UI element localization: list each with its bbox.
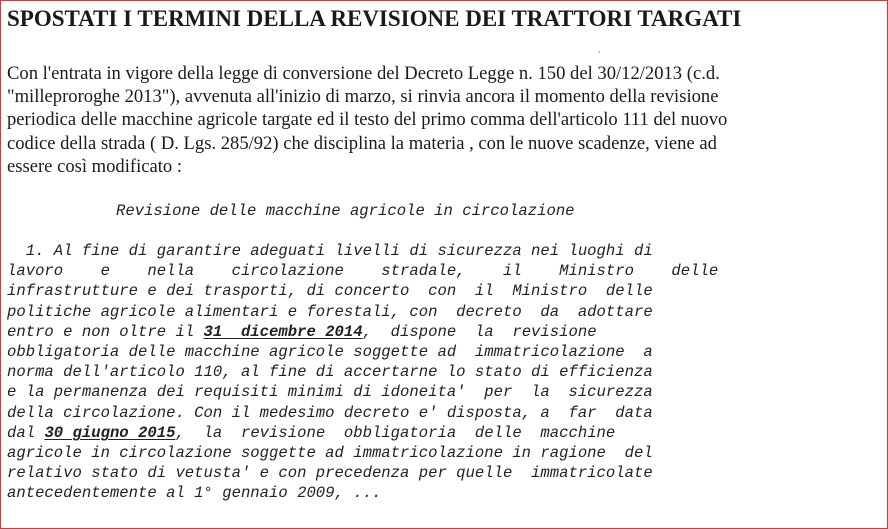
law-line: politiche agricole alimentari e forestali, con decreto da adottare	[7, 302, 653, 321]
law-line-deadline-2015	[7, 423, 753, 443]
article-title: SPOSTATI I TERMINI DELLA REVISIONE DEI TRATTORI TARGATI	[7, 6, 742, 31]
law-line: 1. Al fine di garantire adeguati livelli di sicurezza nei luoghi di	[7, 242, 653, 260]
law-line: obbligatoria delle macchine agricole soggette ad immatricolazione a	[7, 343, 653, 362]
law-text: entro e non oltre il	[7, 322, 204, 341]
law-line: antecedentemente al 1° gennaio 2009, ...	[7, 484, 382, 503]
deadline-date-2015: 30 giugno 2015	[44, 423, 176, 442]
intro-paragraph	[7, 62, 867, 178]
law-line-deadline-2014	[7, 322, 753, 342]
law-line: norma dell'articolo 110, al fine di accertarne lo stato di efficienza	[7, 363, 653, 382]
law-line: agricole in circolazione soggette ad immatricolazione in ragione del	[7, 444, 653, 463]
intro-line: periodica delle macchine agricole targate ed il testo del primo comma dell'articolo 111 del nuovo	[7, 109, 728, 131]
law-line: e la permanenza dei requisiti minimi di idoneita' per la sicurezza	[7, 383, 653, 402]
law-line: infrastrutture e dei trasporti, di concerto con il Ministro delle	[7, 282, 653, 301]
intro-line: essere così modificato :	[7, 155, 183, 177]
law-heading: Revisione delle macchine agricole in circolazione	[116, 202, 575, 220]
intro-line: codice della strada ( D. Lgs. 285/92) che disciplina la materia , con le nuove scadenze, viene ad	[7, 132, 717, 154]
law-body	[7, 241, 753, 504]
intro-line: "milleproroghe 2013"), avvenuta all'inizio di marzo, si rinvia ancora il momento della revisione	[7, 86, 719, 108]
law-text: , la revisione obbligatoria delle macchine	[175, 423, 616, 442]
law-line: relativo stato di vetusta' e con precedenza per quelle immatricolate	[7, 464, 653, 483]
law-line: lavoro e nella circolazione stradale, il Ministro delle	[7, 262, 719, 281]
stray-dot	[598, 51, 600, 53]
intro-line: Con l'entrata in vigore della legge di conversione del Decreto Legge n. 150 del 30/12/2013 (c.d.	[7, 63, 720, 84]
deadline-date-2014: 31 dicembre 2014	[203, 322, 363, 341]
law-text: dal	[7, 423, 45, 442]
law-text: , dispone la revisione	[362, 322, 597, 341]
law-line: della circolazione. Con il medesimo decreto e' disposta, a far data	[7, 403, 653, 422]
